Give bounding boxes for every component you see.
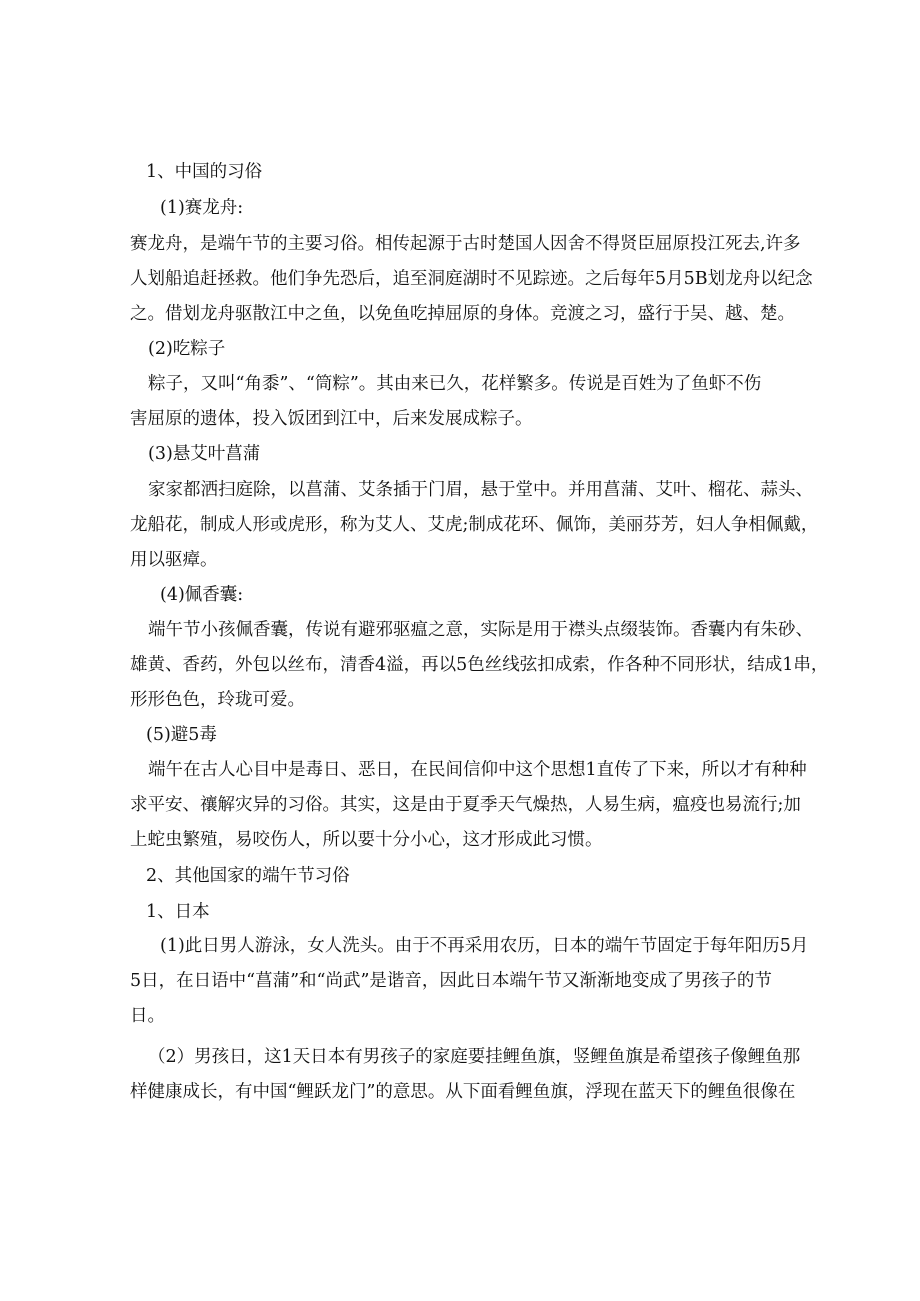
paragraph-line: 样健康成长，有中国“鲤跃龙门”的意思。从下面看鲤鱼旗，浮现在蓝天下的鲤鱼很像在 xyxy=(130,1082,796,1102)
paragraph-line: (1)此日男人游泳，女人洗头。由于不再采用农历，日本的端午节固定于每年阳历5月 xyxy=(160,936,809,956)
paragraph-line: 赛龙舟，是端午节的主要习俗。相传起源于古时楚国人因舍不得贤臣屈原投江死去,许多 xyxy=(130,234,801,254)
section-heading-other-countries: 2、其他国家的端午节习俗 xyxy=(146,866,350,886)
paragraph-line: 形形色色，玲珑可爱。 xyxy=(130,690,305,710)
paragraph-line: 害屈原的遗体，投入饭团到江中，后来发展成粽子。 xyxy=(130,409,533,429)
subheading-dragon-boat: (1)赛龙舟: xyxy=(160,198,244,218)
paragraph-line: （2）男孩日，这1天日本有男孩子的家庭要挂鲤鱼旗，竖鲤鱼旗是希望孩子像鲤鱼那 xyxy=(148,1047,801,1067)
paragraph-line: 日。 xyxy=(130,1006,165,1026)
paragraph-line: 用以驱瘴。 xyxy=(130,550,218,570)
paragraph-line: 龙船花，制成人形或虎形，称为艾人、艾虎;制成花环、佩饰，美丽芬芳，妇人争相佩戴， xyxy=(130,515,819,535)
subheading-five-poisons: (5)避5毒 xyxy=(146,725,217,745)
paragraph-line: 粽子，又叫“角黍”、“筒粽”。其由来已久，花样繁多。传说是百姓为了鱼虾不伤 xyxy=(148,374,762,394)
paragraph-line: 雄黄、香药，外包以丝布，清香4溢，再以5色丝线弦扣成索，作各种不同形状，结成1串， xyxy=(130,655,829,675)
paragraph-line: 上蛇虫繁殖，易咬伤人，所以要十分小心，这才形成此习惯。 xyxy=(130,830,603,850)
paragraph-line: 家家都洒扫庭除，以菖蒲、艾条插于门眉，悬于堂中。并用菖蒲、艾叶、榴花、蒜头、 xyxy=(148,480,813,500)
paragraph-line: 之。借划龙舟驱散江中之鱼，以免鱼吃掉屈原的身体。竞渡之习，盛行于吴、越、楚。 xyxy=(130,304,795,324)
paragraph-line: 5日，在日语中“菖蒲”和“尚武”是谐音，因此日本端午节又渐渐地变成了男孩子的节 xyxy=(130,971,772,991)
paragraph-line: 端午节小孩佩香囊，传说有避邪驱瘟之意，实际是用于襟头点缀装饰。香囊内有朱砂、 xyxy=(148,620,813,640)
subheading-sachet: (4)佩香囊: xyxy=(160,585,244,605)
paragraph-line: 求平安、禳解灾异的习俗。其实，这是由于夏季天气燥热，人易生病，瘟疫也易流行;加 xyxy=(130,795,801,815)
subheading-mugwort: (3)悬艾叶菖蒲 xyxy=(148,444,261,464)
subheading-japan: 1、日本 xyxy=(146,902,210,922)
section-heading-chinese-customs: 1、中国的习俗 xyxy=(146,162,263,182)
subheading-zongzi: (2)吃粽子 xyxy=(148,339,226,359)
paragraph-line: 端午在古人心目中是毒日、恶日，在民间信仰中这个思想1直传了下来，所以才有种种 xyxy=(148,760,807,780)
paragraph-line: 人划船追赶拯救。他们争先恐后，追至洞庭湖时不见踪迹。之后每年5月5B划龙舟以纪念 xyxy=(130,269,813,289)
